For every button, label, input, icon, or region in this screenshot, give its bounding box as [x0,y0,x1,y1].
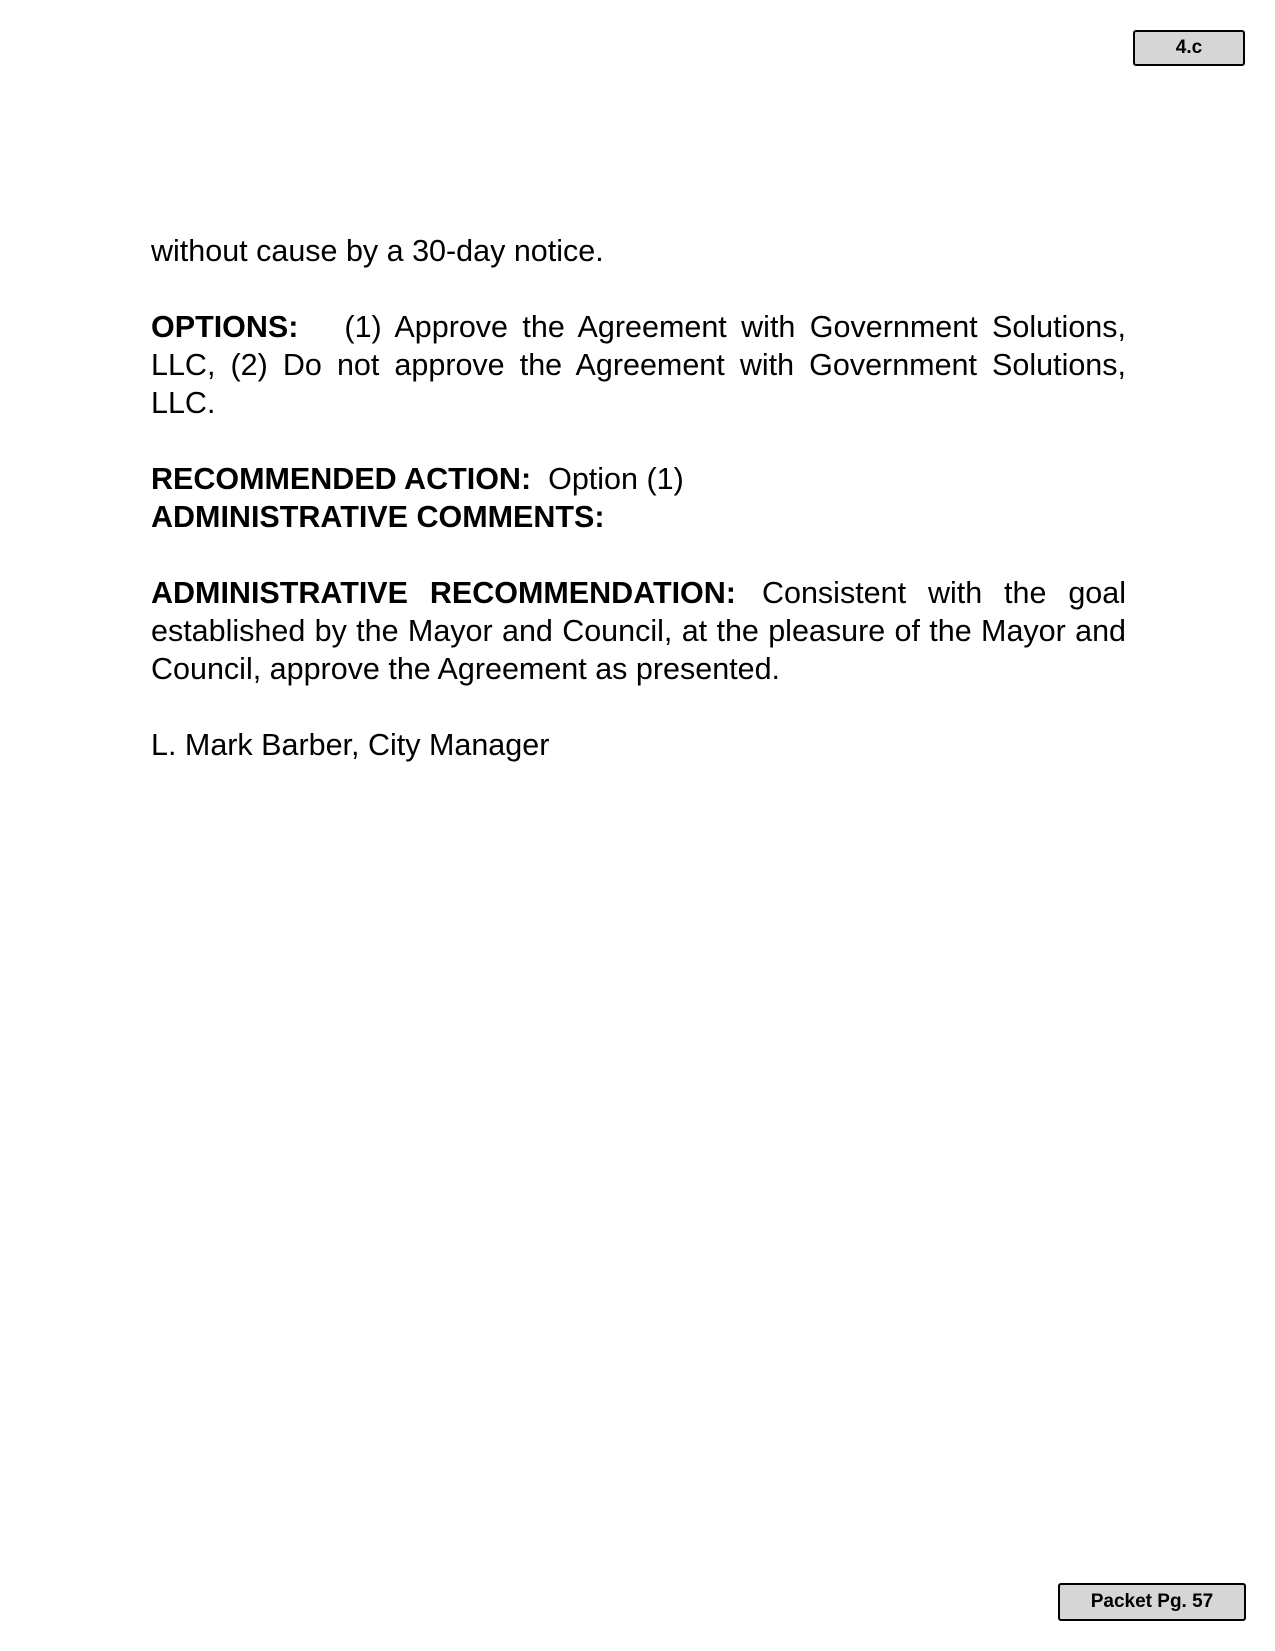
admin-comments-paragraph [151,498,1126,536]
admin-recommendation-label: ADMINISTRATIVE RECOMMENDATION: [151,576,736,610]
signature-line: L. Mark Barber, City Manager [151,728,550,762]
continuation-text: without cause by a 30-day notice. [151,234,604,268]
admin-recommendation-paragraph [151,574,1126,688]
admin-comments-label: ADMINISTRATIVE COMMENTS: [151,500,605,534]
recommended-action-label: RECOMMENDED ACTION: [151,462,532,496]
options-label: OPTIONS: [151,310,299,344]
recommended-action-paragraph [151,460,1126,498]
options-paragraph [151,308,1126,422]
document-body [151,232,1126,764]
recommended-action-text: Option (1) [548,462,684,496]
packet-page-number: Packet Pg. 57 [1058,1583,1246,1621]
item-tag: 4.c [1133,30,1245,66]
admin-recommendation-text: Consistent with the goal established by the Mayor and Council, at the pleasure of the Mayor and Council, approve the Agreement as presented. [151,576,1126,686]
options-text: (1) Approve the Agreement with Government Solutions, LLC, (2) Do not approve the Agreement with Government Solutions, LLC. [151,310,1126,420]
